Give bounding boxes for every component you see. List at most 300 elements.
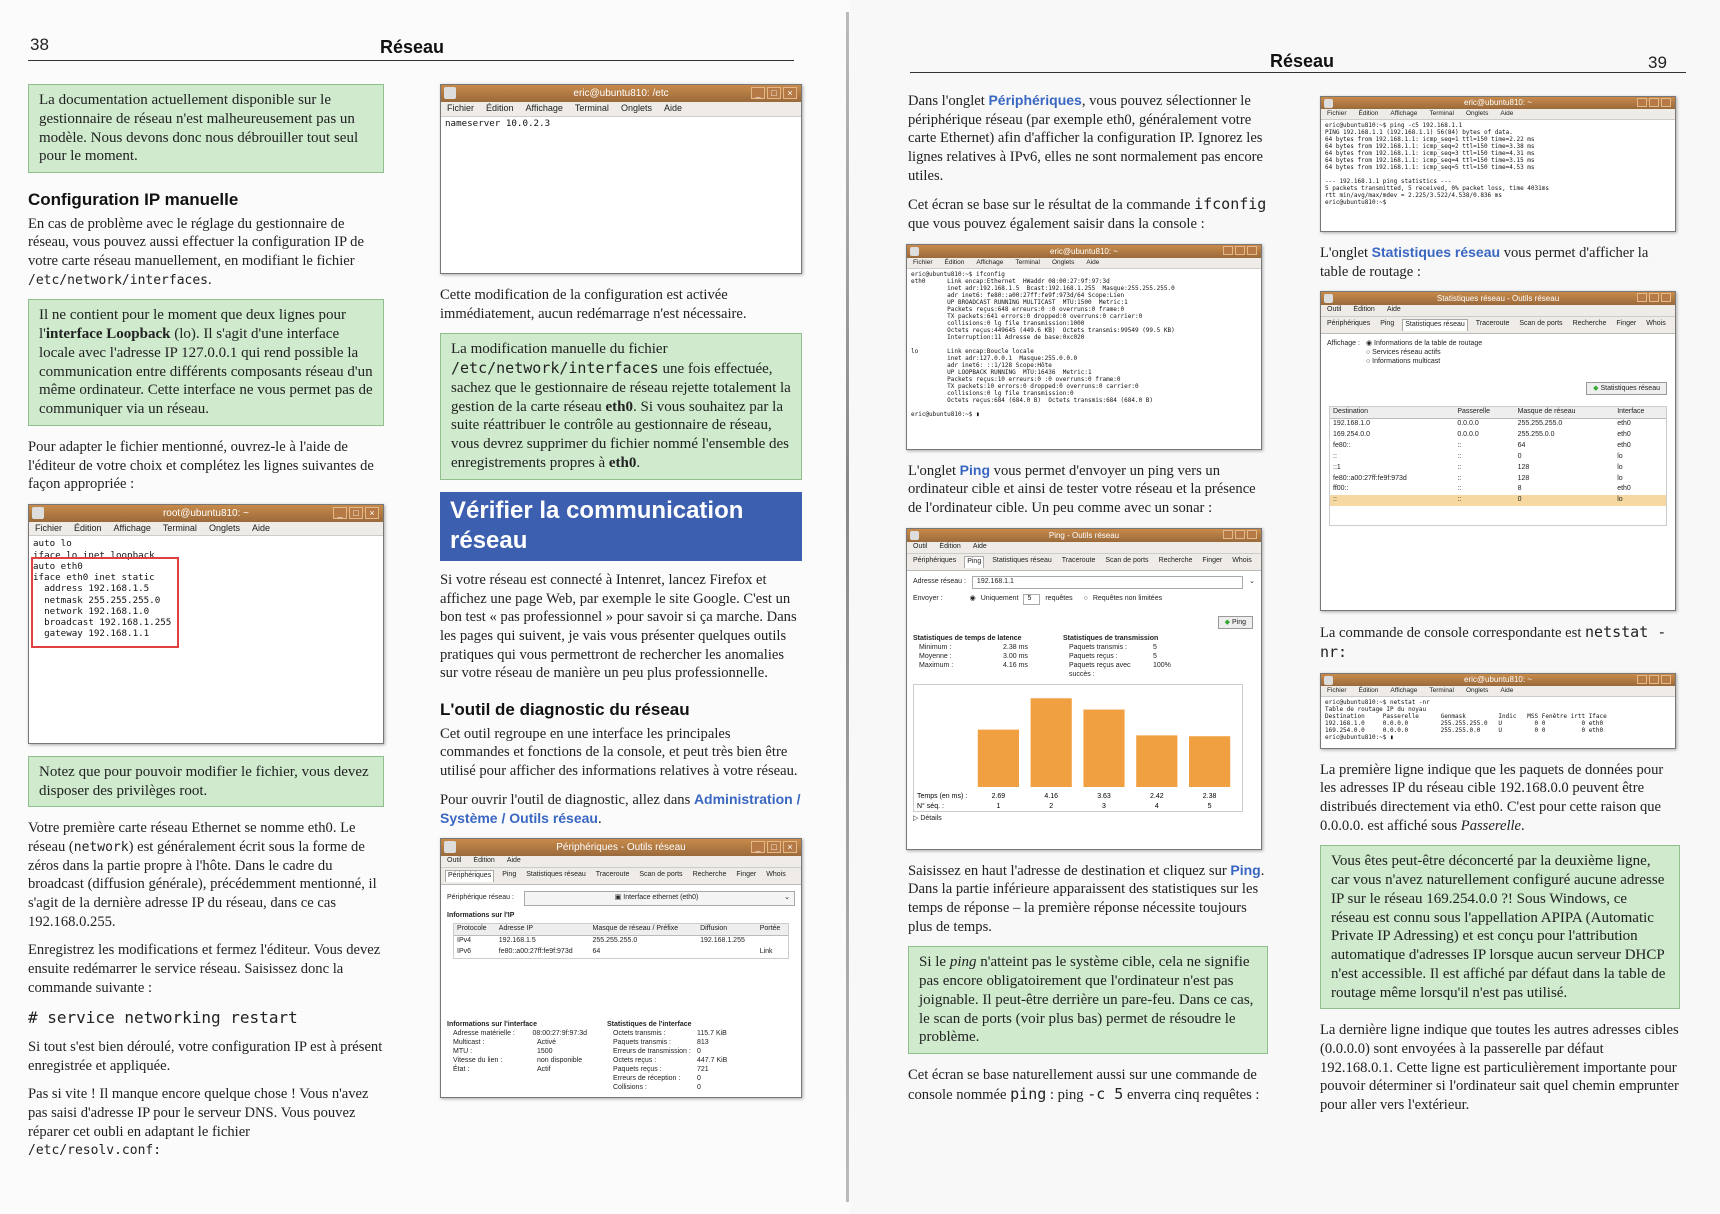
window-title: eric@ubuntu810: ~ <box>1464 98 1532 107</box>
column-header: Masque de réseau <box>1515 407 1615 418</box>
paragraph-text: La commande de console correspondante est <box>1320 625 1586 642</box>
stat-value: 447.7 KiB <box>697 1056 728 1064</box>
column-header: Protocole <box>454 924 496 935</box>
stat-value: 4.16 ms <box>1003 662 1028 670</box>
table-cell: 64 <box>1517 441 1526 449</box>
terminal-line: lo Link encap:Boucle locale <box>911 348 1034 356</box>
table-cell: 128 <box>1517 463 1530 471</box>
display-label: Affichage : <box>1327 340 1360 348</box>
table-cell: IPv6 <box>457 947 472 955</box>
latency-heading: Statistiques de temps de latence <box>913 635 1022 643</box>
tab[interactable]: Recherche <box>1572 320 1607 328</box>
table-cell: 64 <box>592 947 601 955</box>
tab[interactable]: Périphériques <box>913 556 957 564</box>
paragraph-outil: Cet outil regroupe en une interface les principales commandes et fonctions de la console, et peut très bien être utilisé pour afficher des informations relatives à votre réseau. <box>440 725 798 780</box>
table-header-row <box>454 924 788 935</box>
menu-item[interactable]: Fichier <box>447 103 475 113</box>
table-cell: :: <box>1457 441 1462 449</box>
stat-value: 0 <box>697 1083 701 1091</box>
paragraph-stats <box>1320 244 1680 281</box>
table-cell: 255.255.0.0 <box>1517 430 1555 438</box>
window-titlebar <box>441 85 801 102</box>
table-cell: 192.168.1.5 <box>498 936 536 944</box>
close-icon[interactable]: × <box>783 841 797 853</box>
maximize-icon[interactable] <box>1649 98 1659 107</box>
interface-info <box>441 961 801 1093</box>
note-text: . <box>636 454 641 471</box>
send-row <box>907 594 1261 605</box>
minimize-icon[interactable] <box>1637 293 1647 302</box>
menu-item[interactable]: Aide <box>1500 110 1514 117</box>
stat-label: Adresse matérielle : <box>453 1029 515 1037</box>
code-path: /etc/resolv.conf: <box>28 1143 162 1159</box>
menu-item[interactable]: Aide <box>251 522 270 533</box>
tab[interactable]: Ping <box>964 556 984 568</box>
menu-item[interactable]: Affichage <box>525 103 563 113</box>
stat-value: 5 <box>1153 653 1157 661</box>
close-icon[interactable] <box>1661 675 1671 684</box>
terminal-content[interactable] <box>1321 120 1675 208</box>
stat-value: 813 <box>697 1038 709 1046</box>
ip-heading: Informations sur l'IP <box>447 912 515 920</box>
paragraph-text: Cet écran se base naturellement aussi sur une commande de console nommée <box>908 1067 1257 1103</box>
window-title: Statistiques réseau - Outils réseau <box>1436 294 1560 304</box>
menu-item[interactable]: Aide <box>972 542 987 550</box>
maximize-icon[interactable] <box>1649 675 1659 684</box>
st-rows <box>607 1030 747 1093</box>
close-icon[interactable] <box>1247 530 1257 539</box>
radio-selected-icon[interactable]: ◉ <box>969 594 976 602</box>
radio-option[interactable] <box>1366 340 1482 349</box>
terminal-line: Table de routage IP du noyau <box>1325 706 1427 714</box>
terminal-content[interactable] <box>441 117 801 132</box>
terminal-window-etc <box>440 84 802 274</box>
menu-bar <box>907 542 1261 554</box>
table-row[interactable] <box>1330 474 1666 485</box>
ip-table <box>454 924 788 958</box>
close-icon[interactable] <box>1247 246 1257 255</box>
stat-row <box>607 1057 747 1066</box>
tab[interactable]: Statistiques réseau <box>992 556 1052 564</box>
note-text: La documentation actuellement disponible sur le gestionnaire de réseau n'est malheureusement pas un modèle. Nous devons donc nous débrouiller tout seul pour le moment. <box>39 92 359 165</box>
stat-row <box>447 1039 587 1048</box>
chart-bar <box>1136 735 1177 787</box>
note-box-documentation <box>28 84 384 173</box>
terminal-line: Packets reçus:648 erreurs:0 :0 overruns:0 frame:0 <box>911 306 1125 314</box>
paragraph-activee: Cette modification de la configuration est activée immédiatement, aucun redémarrage n'est nécessaire. <box>440 287 747 322</box>
note-text: La modification manuelle du fichier <box>451 341 668 358</box>
tab[interactable]: Traceroute <box>1475 320 1510 328</box>
window-title: eric@ubuntu810: ~ <box>1050 246 1118 256</box>
menu-item[interactable]: Affichage <box>113 522 151 533</box>
stat-label: Octets transmis : <box>613 1029 666 1037</box>
menu-bar <box>441 102 801 117</box>
tab[interactable]: Traceroute <box>595 871 630 879</box>
tab[interactable]: Statistiques réseau <box>1402 319 1468 331</box>
minimize-icon[interactable] <box>1223 246 1233 255</box>
table-cell: 0.0.0.0 <box>1457 419 1479 427</box>
terminal-content[interactable] <box>1321 697 1675 743</box>
menu-item[interactable]: Édition <box>74 522 102 533</box>
right-page <box>850 0 1720 1214</box>
chart-bar <box>1189 736 1230 787</box>
paragraph-periph <box>908 92 1268 185</box>
stat-label: Paquets reçus avec succès : <box>1069 662 1131 679</box>
menu-item[interactable]: Fichier <box>1327 686 1347 694</box>
table-cell: 255.255.255.0 <box>1517 419 1563 427</box>
chart-bar <box>978 730 1019 787</box>
table-row[interactable] <box>454 947 788 958</box>
stats-button-row <box>1321 367 1675 406</box>
radio-selected-icon[interactable]: ◉ <box>1365 340 1375 348</box>
window-title: Périphériques - Outils réseau <box>556 842 686 854</box>
book-gutter <box>846 12 849 1202</box>
code-word: ifconfig <box>1194 195 1267 214</box>
terminal-line: Octets reçus:449645 (449.6 KB) Octets transmis:99549 (99.5 KB) <box>911 327 1175 335</box>
stat-label: Paquets reçus : <box>1069 653 1118 661</box>
column-header: Masque de réseau / Préfixe <box>590 924 698 935</box>
terminal-line: TX packets:10 errors:0 dropped:0 overruns:0 carrier:0 <box>911 383 1139 391</box>
table-cell: :: <box>1457 496 1462 504</box>
menu-item[interactable]: Outil <box>447 857 462 865</box>
terminal-content[interactable] <box>907 269 1261 420</box>
menu-bar <box>1321 109 1675 120</box>
stat-row <box>607 1084 747 1093</box>
note-italic: ping <box>949 954 977 971</box>
paragraph-verif: Si votre réseau est connecté à Intenret, lancez Firefox et affichez une page Web, par exemple le site Google. C'est un bon test « pas professionnel » pour savoir si ça marche. Dans les pages qui suivent, je vais vous présenter quelques outils pratiques qui vous permettront de rechercher les anomalies sur votre réseau de manière un peu plus professionnelle. <box>440 572 797 682</box>
stats-button[interactable] <box>1586 382 1667 395</box>
ping-bar-chart <box>913 684 1243 812</box>
left-column-2 <box>440 84 802 1110</box>
table-cell: :: <box>1457 474 1462 482</box>
tool-icon <box>1324 294 1333 303</box>
radio-option[interactable] <box>1366 358 1482 367</box>
if-info-block <box>447 1021 587 1093</box>
menu-path: Administration / Système / Outils réseau <box>440 790 801 826</box>
table-cell: 128 <box>1517 474 1530 482</box>
menu-item[interactable]: Fichier <box>1327 110 1347 117</box>
transmission-block <box>1063 635 1243 680</box>
running-title: Réseau <box>1270 51 1335 71</box>
tab-reference: Ping <box>959 461 991 478</box>
window-title: root@ubuntu810: ~ <box>162 507 250 519</box>
terminal-line <box>1325 171 1671 178</box>
transmission-rows <box>1063 644 1243 680</box>
paragraph-netstat <box>1320 623 1680 662</box>
device-label: Périphérique réseau : <box>447 894 514 902</box>
device-row <box>441 885 801 912</box>
code-path: /etc/network/interfaces <box>451 359 659 378</box>
terminal-line: eric@ubuntu810:~$ ▮ <box>911 411 980 419</box>
stat-value: 5 <box>1153 644 1157 652</box>
radio-empty-icon[interactable]: ○ <box>1365 349 1373 357</box>
menu-item[interactable]: Édition <box>939 542 961 550</box>
terminal-line: 169.254.0.0 0.0.0.0 255.255.0.0 U 0 0 0 eth0 <box>1325 727 1604 735</box>
menu-item[interactable]: Terminal <box>574 103 609 113</box>
column-header: Destination <box>1330 407 1454 418</box>
paragraph-derniere: La dernière ligne indique que toutes les autres adresses cibles (0.0.0.0) sont envoyées à la passerelle par défaut 192.168.0.1. Cette ligne est particulièrement importante pour pouvoir déterminer si l'ordinateur sait quel chemin emprunter pour aller vers l'extérieur. <box>1320 1022 1679 1114</box>
table-row[interactable] <box>454 935 788 946</box>
heading-outil: L'outil de diagnostic du réseau <box>440 700 690 720</box>
minimize-icon[interactable]: _ <box>333 507 347 519</box>
menu-item[interactable]: Aide <box>663 103 682 113</box>
column-header: Diffusion <box>697 924 757 935</box>
tab[interactable]: Statistiques réseau <box>526 871 586 879</box>
bar-value-label: 4.16 <box>1044 792 1059 800</box>
paragraph-text: vous permet d'envoyer un ping vers un ordinateur cible et ainsi de tester votre réseau et la présence de l'ordinateur cible. Un peu comme avec un sonar : <box>908 462 1256 517</box>
tab[interactable]: Finger <box>736 871 757 879</box>
paragraph-saisissez <box>908 862 1268 937</box>
close-icon[interactable] <box>1661 98 1671 107</box>
window-titlebar <box>1321 97 1675 109</box>
terminal-line: --- 192.168.1.1 ping statistics --- <box>1325 178 1452 186</box>
table-cell: :: <box>1457 452 1462 460</box>
menu-item[interactable]: Onglets <box>1465 110 1489 117</box>
paragraph-text: En cas de problème avec le réglage du gestionnaire de réseau, vous pouvez aussi effectuer la configuration IP de votre carte réseau manuellement, en modifiant le fichier <box>28 215 364 270</box>
stat-value: Actif <box>537 1065 551 1073</box>
stat-label: Paquets transmis : <box>613 1038 671 1046</box>
stat-value: 115.7 KiB <box>697 1029 727 1037</box>
radio-option-label: Informations de la table de routage <box>1374 340 1483 348</box>
window-titlebar <box>1321 674 1675 686</box>
paragraph-text: , vous pouvez sélectionner le périphérique réseau (par exemple eth0, généralement votre carte Ethernet) afin d'afficher la configuration IP. Ignorez les lignes relatives à IPv6, elles ne sont normalement pas encore utiles. <box>908 93 1264 184</box>
note-text: Il ne contient pour le moment que deux lignes pour l' <box>39 307 347 343</box>
menu-item[interactable]: Édition <box>1353 306 1375 314</box>
paragraph-ok: Si tout s'est bien déroulé, votre configuration IP est à présent enregistrée et appliquée. <box>28 1038 383 1074</box>
terminal-line: broadcast 192.168.1.255 <box>33 617 172 628</box>
terminal-icon <box>1324 99 1333 108</box>
terminal-line: inet adr:192.168.1.5 Bcast:192.168.1.255 Masque:255.255.255.0 <box>911 285 1175 293</box>
tool-icon <box>444 841 456 853</box>
table-header-row <box>1330 407 1666 418</box>
send-label: Envoyer : <box>913 594 943 602</box>
menu-item[interactable]: Terminal <box>1429 110 1454 117</box>
maximize-icon[interactable] <box>1235 246 1245 255</box>
menu-item[interactable]: Affichage <box>1390 686 1418 694</box>
tab[interactable]: Ping <box>502 871 517 879</box>
table-row[interactable] <box>1330 441 1666 452</box>
menu-item[interactable]: Édition <box>944 258 965 266</box>
table-row[interactable] <box>1330 463 1666 474</box>
terminal-line: network 192.168.1.0 <box>33 605 150 617</box>
tab-reference: Périphériques <box>988 92 1082 108</box>
menu-item[interactable]: Outil <box>1327 306 1342 314</box>
tab[interactable]: Finger <box>1616 320 1637 328</box>
options-list <box>1366 340 1482 367</box>
menu-item[interactable]: Édition <box>1358 110 1379 117</box>
latency-block <box>913 635 1053 680</box>
tab[interactable]: Whois <box>1232 556 1252 564</box>
table-row[interactable] <box>1330 484 1666 495</box>
paragraph-text: La première ligne indique que les paquets de données pour les adresses IP du réseau cible 192.168.0.0 peuvent être distribués directement via eth0. C'est pour cette raison que 0.0.0.0. est affiché sous <box>1320 761 1664 834</box>
menu-item[interactable]: Onglets <box>1465 686 1489 694</box>
close-icon[interactable]: × <box>783 87 797 99</box>
table-cell: 0 <box>1517 452 1522 460</box>
stat-row <box>913 662 1053 671</box>
column-header: Interface <box>1614 407 1666 418</box>
stat-row <box>913 653 1053 662</box>
table-cell <box>697 947 757 958</box>
tab[interactable]: Scan de ports <box>1105 556 1149 564</box>
paragraph-ouvrir: Pour ouvrir l'outil de diagnostic, allez dans Administration / Système / Outils réseau. <box>440 790 801 827</box>
tab[interactable]: Recherche <box>692 871 727 879</box>
menu-item[interactable]: Fichier <box>913 258 933 266</box>
minimize-icon[interactable]: _ <box>751 841 765 853</box>
maximize-icon[interactable]: □ <box>349 507 363 519</box>
paragraph-text: . <box>1521 817 1525 834</box>
terminal-line: UP LOOPBACK RUNNING MTU:16436 Metric:1 <box>911 369 1092 377</box>
note-box-apipa <box>1320 845 1680 1009</box>
stat-value: 08:00:27:9f:97:3d <box>532 1029 587 1037</box>
table-cell: IPv4 <box>457 936 472 944</box>
chevron-down-icon[interactable]: ⌄ <box>1249 577 1255 585</box>
radio-option-label: Services réseau actifs <box>1372 349 1441 357</box>
details-expander[interactable]: ▷ Détails <box>913 814 942 822</box>
minimize-icon[interactable] <box>1223 530 1233 539</box>
tab[interactable]: Périphériques <box>1327 320 1371 328</box>
menu-item[interactable]: Aide <box>506 857 521 865</box>
tool-icon <box>910 531 919 540</box>
note-box-ping <box>908 946 1268 1054</box>
menu-item[interactable]: Aide <box>1500 686 1514 694</box>
device-select[interactable] <box>524 891 795 906</box>
ping-stats <box>907 635 1261 680</box>
radio-empty-icon[interactable]: ○ <box>1365 358 1373 366</box>
count-spinner[interactable]: 5 <box>1023 594 1040 605</box>
address-input[interactable]: 192.168.1.1 <box>972 576 1243 589</box>
bar-seq-label: 2 <box>1049 802 1054 810</box>
header-rule <box>910 72 1686 73</box>
column-header: Adresse IP <box>496 924 590 935</box>
note-bold: interface Loopback <box>45 326 171 343</box>
radio-empty-icon[interactable]: ○ <box>1083 594 1088 602</box>
ping-button[interactable] <box>1218 616 1253 629</box>
terminal-line: UP BROADCAST RUNNING MULTICAST MTU:1500 Metric:1 <box>911 299 1128 307</box>
stat-row <box>607 1066 747 1075</box>
table-row[interactable] <box>1330 452 1666 463</box>
tab[interactable]: Whois <box>1646 320 1666 328</box>
stat-row <box>607 1039 747 1048</box>
table-row[interactable] <box>1330 418 1666 429</box>
radio-option[interactable] <box>1366 349 1482 358</box>
table-cell: lo <box>1617 463 1623 471</box>
st-info-block <box>607 1021 747 1093</box>
terminal-window-root <box>28 504 384 744</box>
terminal-line: eric@ubuntu810:~$ ifconfig <box>911 271 1005 279</box>
tab[interactable]: Périphériques <box>445 870 494 882</box>
paragraph-ifconfig <box>908 195 1268 233</box>
window-stats <box>1320 291 1676 611</box>
table-cell: 0.0.0.0 <box>1457 430 1479 438</box>
tab[interactable]: Finger <box>1202 556 1223 564</box>
paragraph-text: Votre première carte réseau Ethernet se nomme eth0. Le réseau ( <box>28 820 356 856</box>
right-column-2 <box>1320 96 1680 1125</box>
address-row <box>907 571 1261 594</box>
menu-item[interactable]: Affichage <box>1390 110 1418 117</box>
maximize-icon[interactable] <box>1649 293 1659 302</box>
terminal-line: eth0 Link encap:Ethernet HWaddr 08:00:27:9f:97:3d <box>911 278 1110 286</box>
terminal-line: address 192.168.1.5 <box>33 583 150 595</box>
window-titlebar <box>907 245 1261 258</box>
note-text: Notez que pour pouvoir modifier le fichier, vous devez disposer des privilèges root. <box>39 763 369 799</box>
terminal-line: iface eth0 inet static <box>33 572 155 584</box>
tab[interactable]: Ping <box>1380 320 1395 328</box>
terminal-line: inet adr:127.0.0.1 Masque:255.0.0.0 <box>911 355 1078 363</box>
menu-item[interactable]: Fichier <box>35 522 63 533</box>
paragraph-text: Dans l'onglet <box>908 93 989 109</box>
menu-item[interactable]: Affichage <box>976 258 1004 266</box>
menu-item[interactable]: Aide <box>1086 258 1100 266</box>
tab[interactable]: Whois <box>766 871 786 879</box>
code-word: netstat -nr: <box>1320 623 1667 662</box>
menu-item[interactable]: Édition <box>486 103 514 113</box>
terminal-line: collisions:0 lg file transmission:1000 <box>911 320 1085 328</box>
minimize-icon[interactable] <box>1637 675 1647 684</box>
stat-value: 2.38 ms <box>1003 644 1028 652</box>
menu-item[interactable]: Onglets <box>620 103 652 113</box>
table-cell: Link <box>759 947 773 955</box>
terminal-line: 64 bytes from 192.168.1.1: icmp_seq=4 ttl=150 time=3.15 ms <box>1325 157 1535 165</box>
routing-table <box>1330 407 1666 507</box>
stat-label: Maximum : <box>919 662 954 670</box>
address-label: Adresse réseau : <box>913 577 966 585</box>
bar-value-label: 2.38 <box>1202 792 1217 800</box>
close-icon[interactable] <box>1661 293 1671 302</box>
terminal-line: collisions:0 lg file transmission:0 <box>911 390 1074 398</box>
terminal-line: eric@ubuntu810:~$ <box>1325 199 1387 207</box>
terminal-line: nameserver 10.0.2.3 <box>445 117 551 129</box>
menu-item[interactable]: Édition <box>1358 686 1379 694</box>
paragraph-config: En cas de problème avec le réglage du gestionnaire de réseau, vous pouvez aussi effectuer la configuration IP de votre carte réseau manuellement, en modifiant le fichier /etc/network/interfaces. <box>28 215 364 288</box>
table-row[interactable] <box>1330 430 1666 441</box>
menu-item[interactable]: Onglets <box>208 522 240 533</box>
radio-option-label: Informations multicast <box>1372 358 1441 366</box>
tab[interactable]: Scan de ports <box>639 871 683 879</box>
table-cell: 255.255.255.0 <box>592 936 638 944</box>
minimize-icon[interactable] <box>1637 98 1647 107</box>
stat-row <box>607 1030 747 1039</box>
menu-item[interactable]: Terminal <box>162 522 197 533</box>
menu-item[interactable]: Terminal <box>1015 258 1040 266</box>
table-row[interactable] <box>1330 495 1666 506</box>
ping-button-row <box>907 605 1261 636</box>
maximize-icon[interactable]: □ <box>767 87 781 99</box>
minimize-icon[interactable]: _ <box>751 87 765 99</box>
menu-item[interactable]: Terminal <box>1429 686 1454 694</box>
table-cell: lo <box>1617 474 1623 482</box>
terminal-icon <box>910 247 919 256</box>
stat-row <box>447 1057 587 1066</box>
menu-item[interactable]: Aide <box>1386 306 1401 314</box>
tab[interactable]: Scan de ports <box>1519 320 1563 328</box>
maximize-icon[interactable] <box>1235 530 1245 539</box>
tab[interactable]: Traceroute <box>1061 556 1096 564</box>
tab[interactable]: Recherche <box>1158 556 1193 564</box>
highlight-frame <box>31 557 179 648</box>
maximize-icon[interactable]: □ <box>767 841 781 853</box>
stat-value: 721 <box>697 1065 709 1073</box>
button-reference: Ping <box>1230 861 1261 878</box>
running-title: Réseau <box>380 37 445 57</box>
terminal-window-ifconfig <box>906 244 1262 450</box>
menu-item[interactable]: Outil <box>913 542 928 550</box>
close-icon[interactable]: × <box>365 507 379 519</box>
menu-item[interactable]: Onglets <box>1051 258 1075 266</box>
menu-item[interactable]: Édition <box>473 857 495 865</box>
note-bold: eth0 <box>605 398 634 415</box>
network-card-icon: ▣ <box>614 894 624 902</box>
terminal-line: gateway 192.168.1.1 <box>33 628 150 640</box>
